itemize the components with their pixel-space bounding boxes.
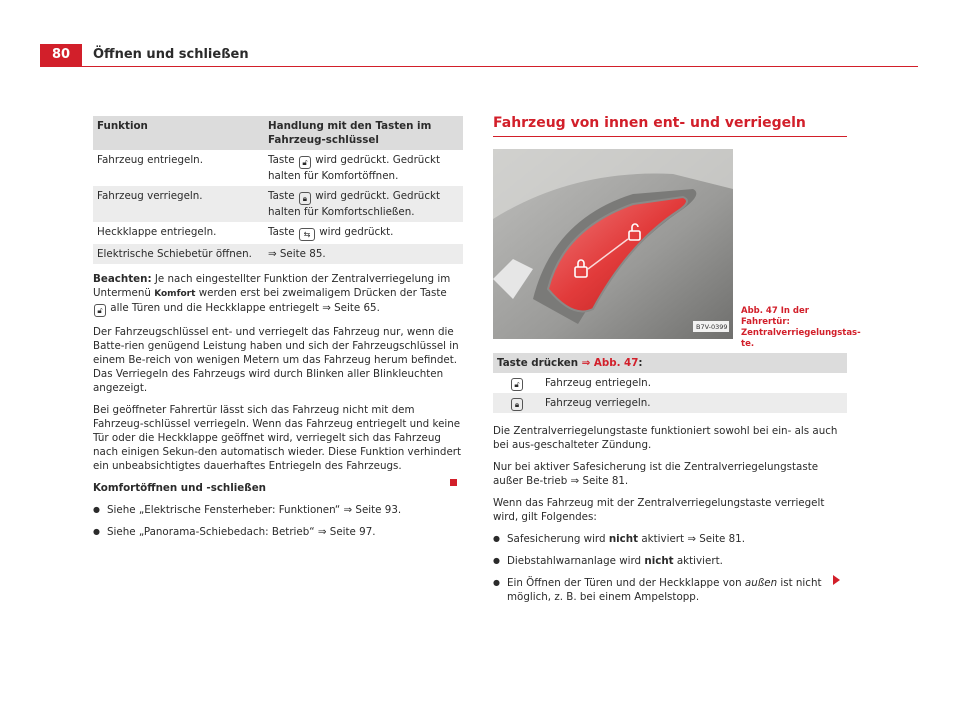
unlock-key-icon: 🔓︎ (299, 156, 311, 169)
cell-text: wird gedrückt. Gedrückt halten für Komfortschließen. (268, 190, 440, 218)
section-end-marker (450, 479, 457, 486)
note-text: werden erst bei zweimaligem Drücken der Taste (198, 287, 447, 299)
header-text: : (638, 357, 643, 369)
body-paragraph: Nur bei aktiver Safesicherung ist die Zentralverriegelungstaste außer Be-trieb ⇒ Seite 81. (493, 461, 819, 487)
list-text: aktiviert ⇒ Seite 81. (641, 533, 745, 545)
lock-key-icon: 🔒︎ (299, 192, 311, 205)
section-rule (493, 136, 847, 137)
button-table (493, 353, 847, 413)
table-row (93, 150, 463, 186)
right-body (493, 416, 847, 604)
body-paragraph: Bei geöffneter Fahrertür lässt sich das Fahrzeug nicht mit dem Fahrzeug-schlüssel verriegeln. Wenn das Fahrzeug entriegelt und keine Tür oder die Heckklappe geöffnet wird, verriegelt sich das Fahrzeug nach einigen Sekun-den automatisch wieder. Diese Funktion verhindert ein unbeabsichtigtes dauerhaftes Entriegeln des Fahrzeugs. (93, 404, 462, 472)
note-label: Beachten: (93, 273, 152, 285)
tailgate-key-icon: ⇆ (299, 228, 315, 241)
cell-icon (493, 373, 541, 393)
list-emphasis: nicht (608, 533, 639, 545)
list-item: ● Siehe „Elektrische Fensterheber: Funktionen“ ⇒ Seite 93. (93, 503, 463, 517)
note-text: Je nach eingestellter Funktion der Zentralverriegelung im Untermenü (93, 273, 451, 299)
list-emphasis: nicht (644, 555, 674, 567)
lock-icon: 🔒︎ (511, 398, 523, 411)
body-paragraph: Der Fahrzeugschlüssel ent- und verriegelt das Fahrzeug nur, wenn die Batte-rien genügend Leistung haben und sich der Fahrzeugschlüssel in einem Be-reich von wenigen Metern um das Fahrzeug herum befindet. Das Verriegeln des Fahrzeugs wird durch Blinken aller Blinkleuchten angezeigt. (93, 326, 459, 394)
figure-reference-link[interactable]: ⇒ Abb. 47 (581, 357, 639, 369)
cell-action (264, 150, 463, 186)
figure-caption: Abb. 47 In der Fahrertür: Zentralverriegelungstas-te. (741, 306, 861, 349)
note-paragraph (93, 272, 463, 317)
right-column (493, 115, 861, 603)
sub-heading: Komfortöffnen und -schließen (93, 482, 267, 494)
left-column (93, 116, 463, 539)
table-row (493, 373, 847, 393)
body-paragraph: Wenn das Fahrzeug mit der Zentralverriegelungstaste verriegelt wird, gilt Folgendes: (493, 497, 825, 523)
list-text: Diebstahlwarnanlage wird (507, 555, 642, 567)
cell-icon (493, 393, 541, 413)
cell-function: Elektrische Schiebetür öffnen. (93, 244, 264, 264)
cell-action: ⇒ Seite 85. (264, 244, 463, 264)
menu-name: Komfort (154, 289, 196, 299)
list-emphasis: außen (744, 577, 778, 589)
body-paragraph: Die Zentralverriegelungstaste funktioniert sowohl bei ein- als auch bei aus-geschalteter Zündung. (493, 425, 838, 451)
cell-function: Heckklappe entriegeln. (97, 226, 217, 238)
continue-arrow-icon (833, 575, 840, 585)
list-item (493, 576, 847, 604)
header-text: Taste drücken (497, 357, 579, 369)
col-header-action: Handlung mit den Tasten im Fahrzeug-schlüssel (264, 116, 463, 150)
cell-action (264, 222, 463, 244)
list-text: aktiviert. (676, 555, 723, 567)
list-item: ● Siehe „Panorama-Schiebedach: Betrieb“ ⇒ Seite 97. (93, 525, 463, 539)
note-text: alle Türen und die Heckklappe entriegelt ⇒ Seite 65. (110, 302, 380, 314)
table-header-row (493, 353, 847, 373)
list-item (493, 532, 847, 546)
unlock-key-icon: 🔓︎ (94, 304, 106, 317)
list-text: Ein Öffnen der Türen und der Heckklappe von (507, 577, 742, 589)
list-text: Safesicherung wird (507, 533, 606, 545)
door-lock-figure (493, 149, 733, 339)
header-rule (40, 66, 918, 67)
cell-text: Taste (268, 226, 295, 238)
list-text: ist nicht möglich, z. B. bei einem Ampelstopp. (507, 577, 822, 603)
cell-label: Fahrzeug verriegeln. (541, 393, 847, 413)
unlock-icon: 🔓︎ (511, 378, 523, 391)
taste-header (493, 353, 847, 373)
cell-text: wird gedrückt. Gedrückt halten für Komfortöffnen. (268, 154, 440, 182)
page-number: 80 (40, 44, 82, 66)
table-row (93, 186, 463, 222)
list-item (493, 554, 847, 568)
table-row (93, 244, 463, 264)
cell-text: Taste (268, 190, 295, 202)
cell-function: Fahrzeug verriegeln. (93, 186, 264, 222)
cell-function: Fahrzeug entriegeln. (97, 154, 203, 166)
section-title: Fahrzeug von innen ent- und verriegeln (493, 115, 806, 131)
figure-code: B7V-0399 (696, 323, 728, 331)
col-header-function: Funktion (93, 116, 264, 150)
table-row (493, 393, 847, 413)
cell-action (264, 186, 463, 222)
cell-text: Taste (268, 154, 295, 166)
table-header-row (93, 116, 463, 150)
function-table (93, 116, 463, 264)
cell-text: wird gedrückt. (319, 226, 394, 238)
table-row (93, 222, 463, 244)
cell-label: Fahrzeug entriegeln. (545, 377, 651, 389)
chapter-title: Öffnen und schließen (93, 47, 249, 62)
